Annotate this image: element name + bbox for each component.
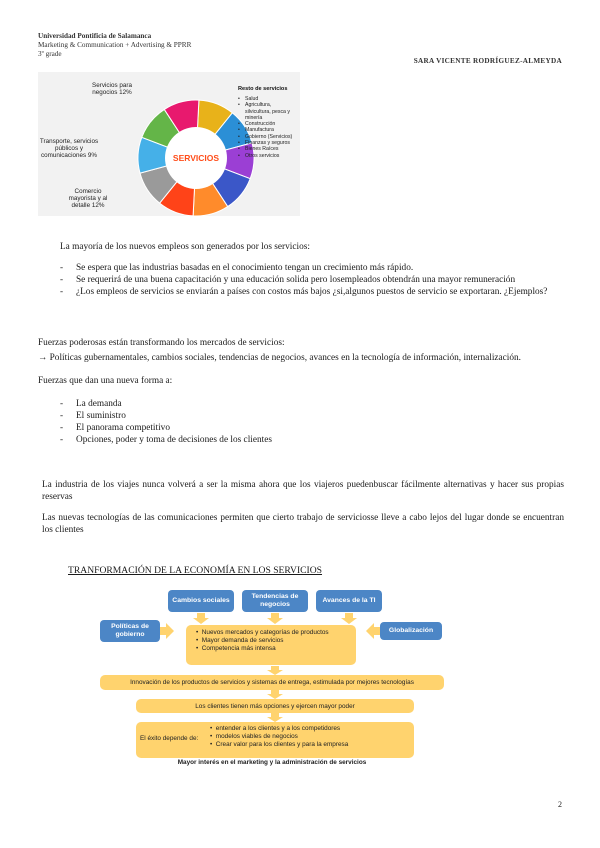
list-item: - El suministro bbox=[60, 411, 126, 421]
list-item: • Mayor demanda de servicios bbox=[196, 637, 284, 644]
list-item: - El panorama competitivo bbox=[60, 423, 170, 433]
list-item: - ¿Los empleos de servicios se enviarán a países con costos más bajos ¿si,algunos puestos de servicio se exportaran. ¿Ejemplos? bbox=[60, 287, 548, 297]
fuerzas-intro: Fuerzas poderosas están transformando los mercados de servicios: bbox=[38, 338, 285, 348]
section-title: TRANFORMACIÓN DE LA ECONOMÍA EN LOS SERVICIOS bbox=[68, 565, 323, 576]
pie-label-comercio: Comercio mayorista y al detalle 12% bbox=[68, 188, 108, 210]
header-block bbox=[38, 32, 191, 59]
pie-label-transporte: Transporte, servicios públicos y comunicaciones 9% bbox=[39, 138, 99, 160]
list-item: • entender a los clientes y a los competidores bbox=[210, 725, 341, 732]
pie-legend-item: • Manufactura bbox=[238, 127, 274, 134]
pie-center-label: SERVICIOS bbox=[172, 153, 220, 163]
list-item: • Competencia más intensa bbox=[196, 645, 276, 652]
pie-legend-item: • Agricultura, silvicultura, pesca y minería bbox=[238, 102, 290, 121]
bullet-list-2 bbox=[60, 398, 460, 446]
university-name: Universidad Pontificia de Salamanca bbox=[38, 32, 152, 40]
box-globalizacion: Globalización bbox=[380, 622, 442, 640]
box-clientes: Los clientes tienen más opciones y ejercen mayor poder bbox=[136, 699, 414, 713]
box-tendencias-negocios: Tendencias de negocios bbox=[242, 590, 308, 612]
fuerzas-forma: Fuerzas que dan una nueva forma a: bbox=[38, 376, 173, 386]
list-item: - Opciones, poder y toma de decisiones de los clientes bbox=[60, 435, 272, 445]
box-innovacion: Innovación de los productos de servicios y sistemas de entrega, estimulada por mejores tecnologías bbox=[100, 675, 444, 690]
list-item: • Crear valor para los clientes y para la empresa bbox=[210, 741, 349, 748]
pie-legend-item: • Finanzas y seguros bbox=[238, 140, 290, 147]
transformation-diagram bbox=[96, 586, 452, 770]
box-politicas-gobierno: Políticas de gobierno bbox=[100, 620, 160, 642]
list-item: • Nuevos mercados y categorías de productos bbox=[196, 629, 329, 636]
bullet-list-1 bbox=[60, 262, 560, 298]
paragraph-tecnologias: Las nuevas tecnologías de las comunicaciones permiten que cierto trabajo de serviciosse lleve a cabo lejos del lugar donde se encuentran los clientes bbox=[42, 513, 564, 535]
pie-legend-item: • Otros servicios bbox=[238, 152, 280, 159]
pie-figure bbox=[38, 72, 300, 216]
page-number: 2 bbox=[558, 800, 562, 809]
pie-legend-item: • Construcción bbox=[238, 121, 276, 128]
intro-paragraph: La mayoría de los nuevos empleos son generados por los servicios: bbox=[60, 242, 310, 252]
author-name: SARA VICENTE RODRÍGUEZ-ALMEYDA bbox=[413, 57, 562, 65]
box-cambios-sociales: Cambios sociales bbox=[168, 590, 234, 612]
pie-legend-item: • Salud bbox=[238, 96, 259, 102]
list-item: - Se espera que las industrias basadas en el conocimiento tengan un crecimiento más rápido. bbox=[60, 263, 414, 273]
list-item: - La demanda bbox=[60, 399, 122, 409]
pie-legend-title: Resto de servicios bbox=[238, 86, 288, 92]
success-label: El éxito depende de: bbox=[140, 735, 199, 742]
box-exito bbox=[136, 722, 414, 758]
list-item: • modelos viables de negocios bbox=[210, 733, 298, 740]
diagram-caption: Mayor interés en el marketing y la administración de servicios bbox=[177, 759, 367, 766]
program-name: Marketing & Communication + Advertising & PPRR bbox=[38, 41, 192, 49]
pie-legend bbox=[238, 86, 298, 159]
pie-label-negocios: Servicios para negocios 12% bbox=[92, 82, 132, 97]
box-impactos bbox=[186, 625, 356, 665]
list-item: - Se requerirá de una buena capacitación y una educación solida pero losempleados obtendrán una mayor remuneración bbox=[60, 275, 516, 285]
paragraph-viajes: La industria de los viajes nunca volverá a ser la misma ahora que los viajeros puedenbuscar fácilmente alternativas y hacer sus propias reservas bbox=[42, 480, 564, 502]
fuerzas-list: → Políticas gubernamentales, cambios sociales, tendencias de negocios, avances en la tecnología de información, internalización. bbox=[38, 353, 522, 363]
grade: 3º grade bbox=[38, 50, 62, 58]
pie-legend-item: • Bienes Raíces bbox=[238, 146, 279, 153]
box-avances-ti: Avances de la TI bbox=[316, 590, 382, 612]
pie-legend-item: • Gobierno (Servicios) bbox=[238, 133, 293, 140]
